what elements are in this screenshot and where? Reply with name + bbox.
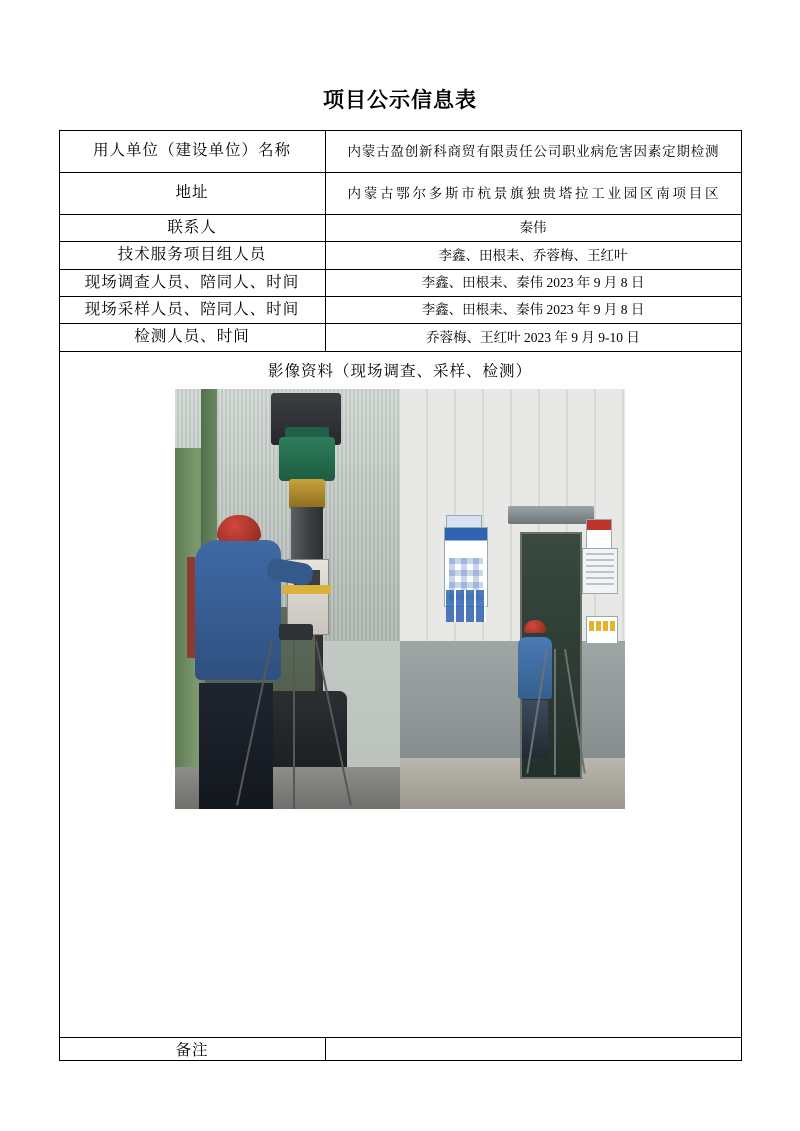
row-value-employer-name: 内蒙古盈创新科商贸有限责任公司职业病危害因素定期检测 bbox=[325, 131, 741, 173]
row-label-remark: 备注 bbox=[59, 1037, 325, 1060]
row-value-contact: 秦伟 bbox=[325, 215, 741, 242]
photo-site-inspection bbox=[175, 389, 400, 809]
table-row bbox=[59, 269, 741, 296]
table-row bbox=[59, 242, 741, 269]
table-row bbox=[59, 173, 741, 215]
row-value-address: 内蒙古鄂尔多斯市杭景旗独贵塔拉工业园区南项目区 bbox=[325, 173, 741, 215]
row-label-testing: 检测人员、时间 bbox=[59, 324, 325, 351]
media-body bbox=[60, 387, 741, 907]
row-label-survey: 现场调查人员、陪同人、时间 bbox=[59, 269, 325, 296]
row-value-testing: 乔蓉梅、王红叶 2023 年 9 月 9-10 日 bbox=[325, 324, 741, 351]
media-row bbox=[59, 351, 741, 1037]
row-value-remark bbox=[325, 1037, 741, 1060]
row-value-sampling: 李鑫、田根耒、秦伟 2023 年 9 月 8 日 bbox=[325, 297, 741, 324]
row-value-survey: 李鑫、田根耒、秦伟 2023 年 9 月 8 日 bbox=[325, 269, 741, 296]
photo-site-entrance bbox=[400, 389, 625, 809]
row-label-team: 技术服务项目组人员 bbox=[59, 242, 325, 269]
remark-row bbox=[59, 1037, 741, 1060]
table-row bbox=[59, 297, 741, 324]
media-empty-space bbox=[60, 907, 741, 1037]
row-label-address: 地址 bbox=[59, 173, 325, 215]
photo-gallery bbox=[60, 387, 741, 809]
table-row bbox=[59, 215, 741, 242]
row-value-team: 李鑫、田根耒、乔蓉梅、王红叶 bbox=[325, 242, 741, 269]
row-label-contact: 联系人 bbox=[59, 215, 325, 242]
media-title: 影像资料（现场调查、采样、检测） bbox=[267, 362, 532, 380]
table-row bbox=[59, 131, 741, 173]
row-label-employer-name: 用人单位（建设单位）名称 bbox=[59, 131, 325, 173]
page-title: 项目公示信息表 bbox=[323, 88, 477, 112]
row-label-sampling: 现场采样人员、陪同人、时间 bbox=[59, 297, 325, 324]
media-cell bbox=[59, 351, 741, 1037]
project-info-table bbox=[59, 130, 742, 1061]
table-row bbox=[59, 324, 741, 351]
